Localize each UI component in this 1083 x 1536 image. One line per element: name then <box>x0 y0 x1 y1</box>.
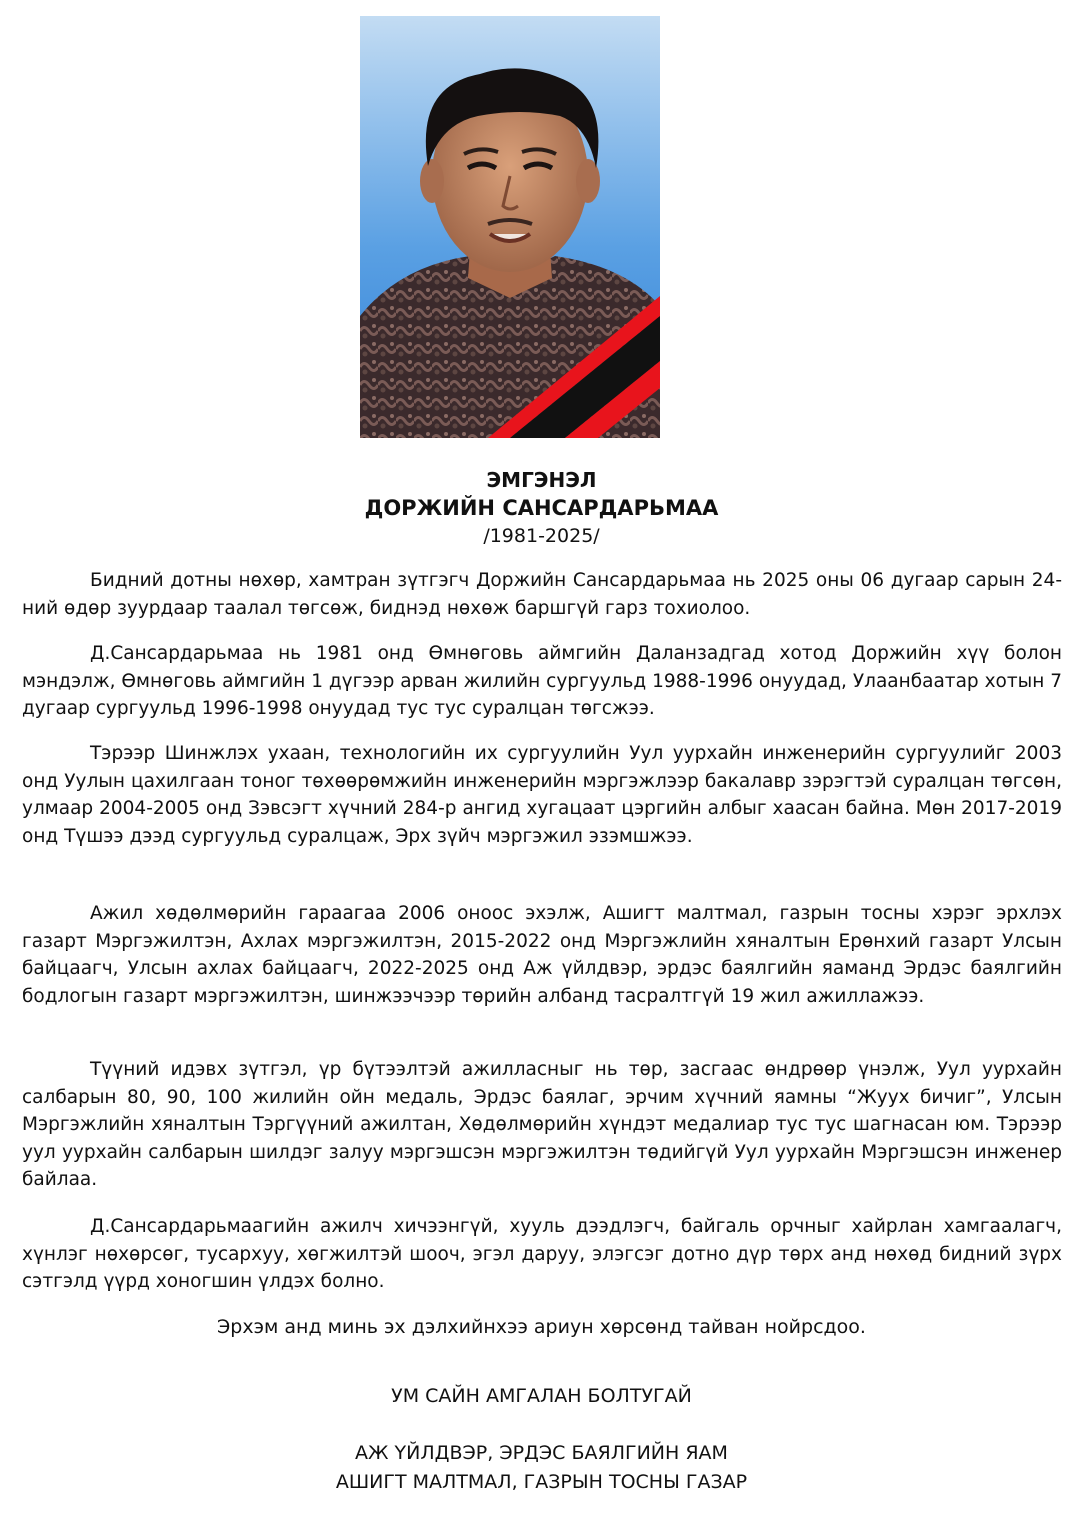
paragraph-1: Бидний дотны нөхөр, хамтран зүтгэгч Доржийн Сансардарьмаа нь 2025 оны 06 дугаар сарын 24-ний өдөр зуурдаар таалал төгсөж, биднэд нөхөж баршгүй гарз тохиолоо. <box>22 570 1062 619</box>
signature-ministry: АЖ ҮЙЛДВЭР, ЭРДЭС БАЯЛГИЙН ЯАМ <box>355 1442 728 1464</box>
paragraph-5: Түүний идэвх зүтгэл, үр бүтээлтэй ажилласныг нь төр, засгаас өндрөөр үнэлж, Уул уурхайн салбарын 80, 90, 100 жилийн ойн медаль, Эрдэс баялаг, эрчим хүчний яамны “Жуух бичиг”, Улсын Мэргэжлийн хяналтын Тэргүүний ажилтан, Хөдөлмөрийн хүндэт медалиар тус тус шагнасан юм. Тэрээр уул уурхайн салбарын шилдэг залуу мэргэшсэн мэргэжилтэн төдийгүй Уул уурхайн Мэргэшсэн инженер байлаа. <box>22 1059 1062 1190</box>
paragraph-2: Д.Сансардарьмаа нь 1981 онд Өмнөговь аймгийн Даланзадгад хотод Доржийн хүү болон мэндэлж, Өмнөговь аймгийн 1 дүгээр арван жилийн сургуульд 1988-1996 онуудад, Улаанбаатар хотын 7 дугаар сургуульд 1996-1998 онуудад тус тус суралцан төгсжээ. <box>22 643 1062 719</box>
signature-agency: АШИГТ МАЛТМАЛ, ГАЗРЫН ТОСНЫ ГАЗАР <box>335 1471 748 1493</box>
closing-line: Эрхэм анд минь эх дэлхийнхээ ариун хөрсөнд тайван нойрсдоо. <box>217 1316 866 1338</box>
paragraph-4: Ажил хөдөлмөрийн гараагаа 2006 оноос эхэлж, Ашигт малтмал, газрын тосны хэрэг эрхлэх газарт Мэргэжилтэн, Ахлах мэргэжилтэн, 2015-2022 онд Мэргэжлийн хяналтын Ерөнхий газарт Улсын байцаагч, Улсын ахлах байцаагч, 2022-2025 онд Аж үйлдвэр, эрдэс баялгийн яаманд Эрдэс баялгийн бодлогын газарт мэргэжилтэн, шинжээчээр төрийн албанд тасралтгүй 19 жил ажиллажээ. <box>22 903 1062 1007</box>
blessing-line: УМ САЙН АМГАЛАН БОЛТУГАЙ <box>391 1385 692 1407</box>
life-years: /1981-2025/ <box>483 525 600 547</box>
deceased-name: ДОРЖИЙН САНСАРДАРЬМАА <box>364 496 719 520</box>
portrait-image <box>360 16 660 438</box>
memorial-portrait <box>360 16 660 438</box>
paragraph-3: Тэрээр Шинжлэх ухаан, технологийн их сургуулийн Уул уурхайн инженерийн сургуулийг 2003 онд Уулын цахилгаан тоног төхөөрөмжийн инженерийн мэргэжлээр бакалавр зэрэгтэй суралцан төгсөн, улмаар 2004-2005 онд Зэвсэгт хүчний 284-р ангид хугацаат цэргийн албыг хаасан байна. Мөн 2017-2019 онд Түшээ дээд сургуульд суралцаж, Эрх зүйч мэргэжил эзэмшжээ. <box>22 743 1062 847</box>
memorial-title: ЭМГЭНЭЛ <box>486 468 597 492</box>
paragraph-6: Д.Сансардарьмаагийн ажилч хичээнгүй, хууль дээдлэгч, байгаль орчныг хайрлан хамгаалагч, хүнлэг нөхөрсөг, тусархуу, хөгжилтэй шооч, эгэл даруу, элэгсэг дотно дүр төрх анд нөхөд бидний зүрх сэтгэлд үүрд хоногшин үлдэх болно. <box>22 1216 1062 1292</box>
